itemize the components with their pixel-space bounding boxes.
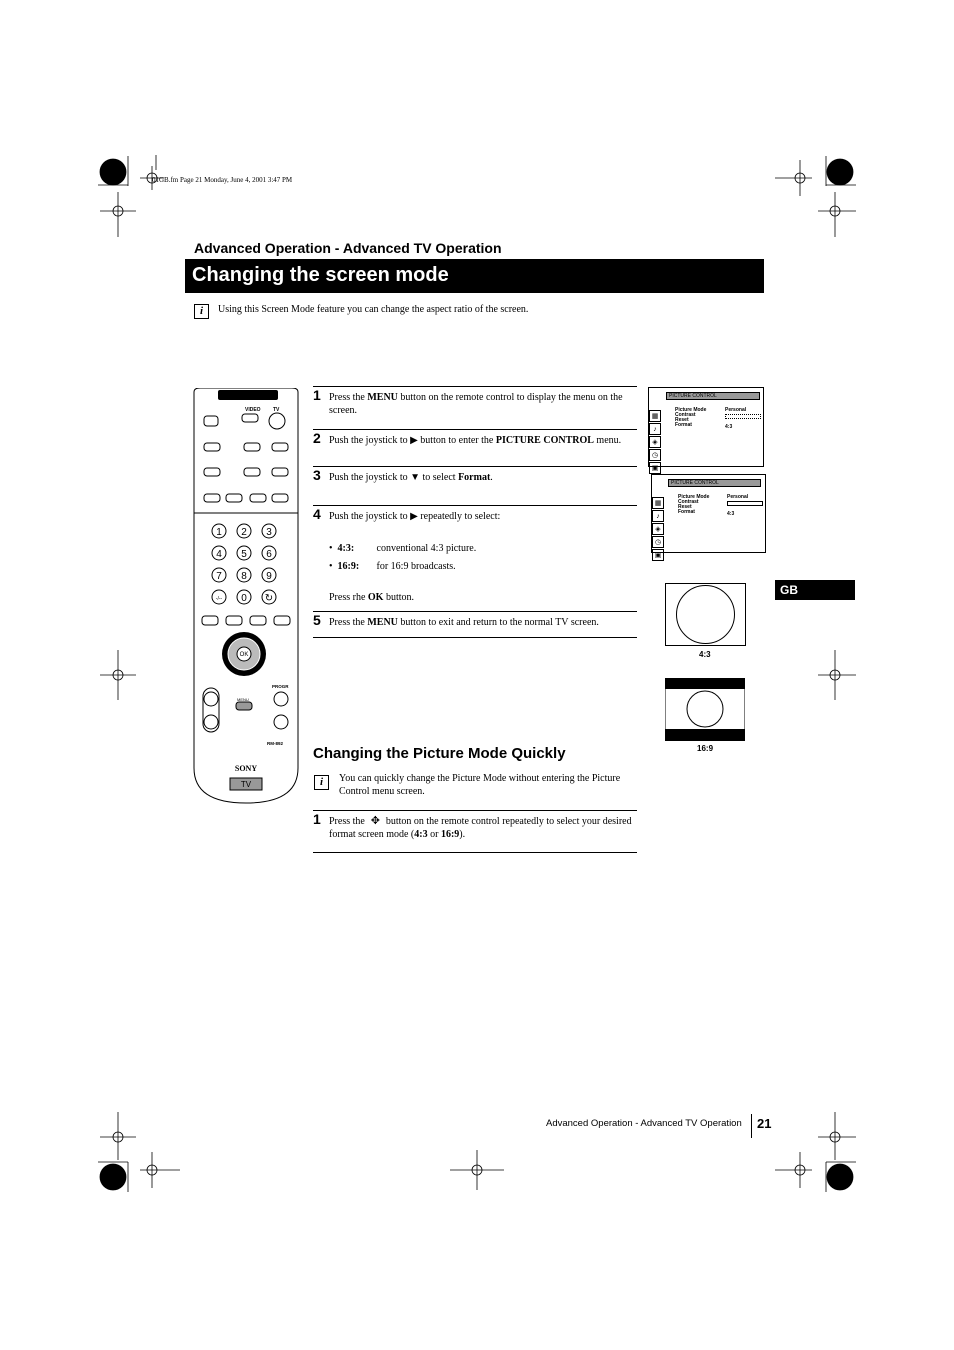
menu-picture-icon: ▦ bbox=[652, 497, 664, 509]
footer-text: Advanced Operation - Advanced TV Operation bbox=[546, 1118, 742, 1129]
remote-digit: -/-- bbox=[215, 596, 223, 602]
remote-digit: 7 bbox=[216, 571, 222, 582]
option-item: • 16:9: for 16:9 broadcasts. bbox=[329, 561, 456, 572]
remote-progr-label: PROGR bbox=[272, 684, 289, 689]
footer-divider bbox=[751, 1114, 752, 1138]
menu-screen-icon: ◈ bbox=[652, 523, 664, 535]
menu-screen-1: ▦ ♪ ◈ ◷ ▣ PICTURE CONTROL Picture Mode Contrast Reset Format Personal 4:3 bbox=[648, 387, 764, 467]
quick-intro: You can quickly change the Picture Mode without entering the Picture Control menu screen. bbox=[339, 773, 621, 797]
caption-16-9: 16:9 bbox=[697, 744, 714, 753]
remote-digit: 2 bbox=[241, 527, 247, 538]
aspect-4-3-illustration bbox=[665, 583, 747, 647]
remote-digit: 8 bbox=[241, 571, 247, 582]
step-4: 4 Push the joystick to ▶ repeatedly to select: • 4:3: conventional 4:3 picture. • 16:9: for 16:9 broadcasts. Press rhe OK button. bbox=[313, 505, 637, 612]
menu-sound-icon: ♪ bbox=[652, 510, 664, 522]
remote-brand-label: SONY bbox=[234, 764, 258, 773]
menu-screen-2: ▦ ♪ ◈ ◷ ▣ PICTURE CONTROL Picture Mode Contrast Reset Format Personal 4:3 bbox=[651, 474, 766, 553]
divider bbox=[313, 852, 637, 853]
menu-timer-icon: ◷ bbox=[652, 536, 664, 548]
option-item: • 4:3: conventional 4:3 picture. bbox=[329, 543, 477, 554]
file-info: 01GB.fm Page 21 Monday, June 4, 2001 3:47 PM bbox=[152, 176, 293, 184]
language-tab: GB bbox=[775, 580, 855, 600]
remote-tv-label: TV bbox=[273, 407, 280, 413]
step-3: 3 Push the joystick to ▼ to select Format. bbox=[313, 466, 637, 505]
aspect-16-9-illustration bbox=[665, 678, 746, 742]
menu-sound-icon: ♪ bbox=[649, 423, 661, 435]
remote-digit: ↻ bbox=[264, 593, 274, 604]
quick-section-title: Changing the Picture Mode Quickly bbox=[313, 745, 566, 762]
divider bbox=[313, 637, 637, 638]
press-ok-text: Press rhe OK button. bbox=[329, 592, 415, 603]
menu-picture-icon: ▦ bbox=[649, 410, 661, 422]
menu-setup-icon: ▣ bbox=[649, 462, 661, 474]
page-number: 21 bbox=[757, 1116, 772, 1131]
info-icon: i bbox=[194, 304, 209, 319]
remote-ok-label: OK bbox=[239, 652, 249, 658]
step-5: 5 Press the MENU button to exit and return to the normal TV screen. bbox=[313, 611, 637, 638]
menu-setup-icon: ▣ bbox=[652, 549, 664, 561]
info-icon: i bbox=[314, 775, 329, 790]
remote-digit: 4 bbox=[216, 549, 222, 560]
remote-digit: 0 bbox=[241, 593, 247, 604]
menu-header: PICTURE CONTROL bbox=[668, 479, 761, 487]
remote-digit: 3 bbox=[266, 527, 272, 538]
menu-screen-icon: ◈ bbox=[649, 436, 661, 448]
menu-header: PICTURE CONTROL bbox=[666, 392, 760, 400]
caption-4-3: 4:3 bbox=[699, 650, 711, 659]
intro-text: Using this Screen Mode feature you can change the aspect ratio of the screen. bbox=[218, 304, 529, 315]
menu-timer-icon: ◷ bbox=[649, 449, 661, 461]
remote-digit: 9 bbox=[266, 571, 272, 582]
section-header: Advanced Operation - Advanced TV Operation bbox=[194, 240, 502, 256]
remote-menu-label: MENU bbox=[237, 697, 249, 702]
page-title: Changing the screen mode bbox=[185, 259, 764, 293]
step-2: 2 Push the joystick to ▶ button to enter the PICTURE CONTROL menu. bbox=[313, 429, 637, 468]
remote-digit: 1 bbox=[216, 527, 222, 538]
remote-badge-label: TV bbox=[240, 780, 252, 789]
remote-model-label: RM-892 bbox=[267, 741, 284, 746]
remote-digit: 5 bbox=[241, 549, 247, 560]
format-options-list bbox=[329, 540, 476, 576]
remote-digit: 6 bbox=[266, 549, 272, 560]
remote-video-label: VIDEO bbox=[245, 407, 261, 413]
quick-step-1: 1 Press the ✥ button on the remote control repeatedly to select your desired format screen mode (4:3 or 16:9). bbox=[313, 810, 637, 853]
remote-control-illustration bbox=[192, 388, 302, 808]
format-button-icon: ✥ bbox=[370, 815, 380, 827]
step-1: 1 Press the MENU button on the remote control to display the menu on the screen. bbox=[313, 386, 637, 431]
